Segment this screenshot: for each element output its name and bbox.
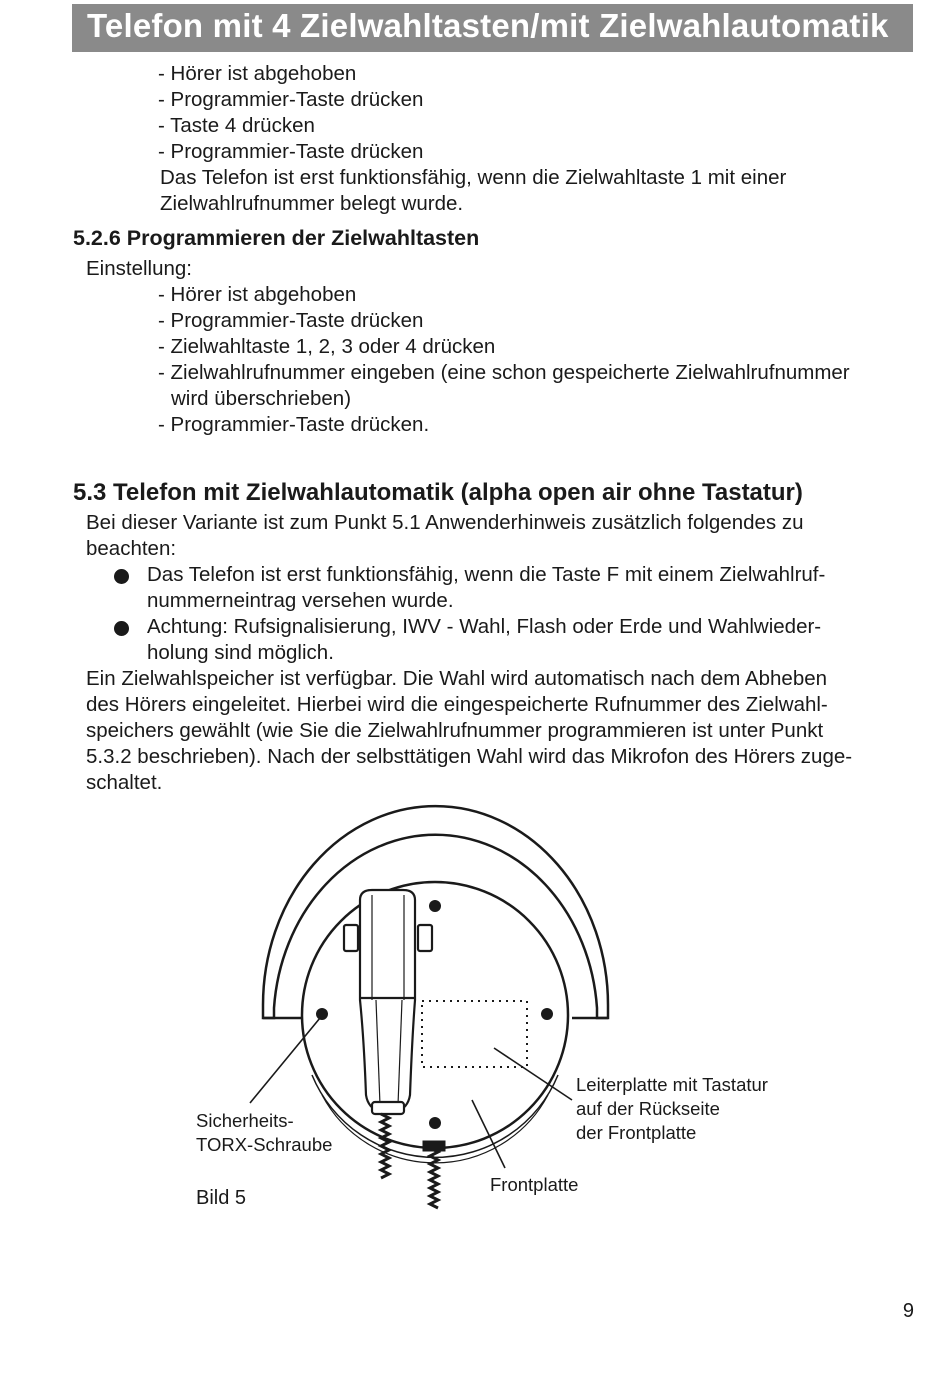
bullet-text: Achtung: Rufsignalisierung, IWV - Wahl, Flash oder Erde und Wahlwieder-: [147, 615, 822, 638]
page-number: 9: [902, 1300, 914, 1322]
bullet-text: holung sind möglich.: [147, 641, 334, 664]
step-item-continuation: wird überschrieben): [171, 387, 352, 410]
step-item: - Programmier-Taste drücken: [158, 309, 424, 332]
intro-step: - Programmier-Taste drücken: [158, 140, 424, 163]
section-heading-53: 5.3 Telefon mit Zielwahlautomatik (alpha open air ohne Tastatur): [73, 479, 803, 506]
page-title: Telefon mit 4 Zielwahltasten/mit Zielwahlautomatik: [87, 7, 889, 44]
section-intro-line: Bei dieser Variante ist zum Punkt 5.1 Anwenderhinweis zusätzlich folgendes zu: [86, 511, 804, 534]
step-item: - Zielwahlrufnummer eingeben (eine schon gespeicherte Zielwahlrufnummer: [158, 361, 850, 384]
figure-caption: Bild 5: [196, 1187, 247, 1209]
settings-label: Einstellung:: [86, 257, 192, 280]
screw-dot: [541, 1008, 553, 1020]
front-plate-circle: [302, 882, 568, 1148]
screw-dot: [429, 900, 441, 912]
bullet-text: Das Telefon ist erst funktionsfähig, wenn die Taste F mit einem Zielwahlruf-: [147, 563, 826, 586]
pcb-label-line: auf der Rückseite: [576, 1098, 720, 1119]
screw-dot: [316, 1008, 328, 1020]
screw-label-line: Sicherheits-: [196, 1110, 294, 1131]
intro-note-line: Zielwahlrufnummer belegt wurde.: [160, 192, 464, 215]
step-item: - Zielwahltaste 1, 2, 3 oder 4 drücken: [158, 335, 496, 358]
body-line: 5.3.2 beschrieben). Nach der selbsttätigen Wahl wird das Mikrofon des Hörers zuge-: [86, 745, 853, 768]
section-heading-526: 5.2.6 Programmieren der Zielwahltasten: [73, 226, 480, 250]
pcb-label-line: Leiterplatte mit Tastatur: [576, 1074, 768, 1095]
intro-note-line: Das Telefon ist erst funktionsfähig, wenn die Zielwahltaste 1 mit einer: [160, 166, 787, 189]
intro-step: - Taste 4 drücken: [158, 114, 315, 137]
hood-outline: [263, 806, 608, 1018]
section-intro-line: beachten:: [86, 537, 177, 560]
front-plate-label: Frontplatte: [490, 1174, 579, 1195]
intro-step: - Hörer ist abgehoben: [158, 62, 357, 85]
screw-label-line: TORX-Schraube: [196, 1134, 333, 1155]
body-line: speichers gewählt (wie Sie die Zielwahlrufnummer programmieren ist unter Punkt: [86, 719, 824, 742]
pcb-outline: [422, 1001, 527, 1067]
body-line: schaltet.: [86, 771, 163, 794]
front-leader-line: [472, 1100, 505, 1168]
bullet-text: nummerneintrag versehen wurde.: [147, 589, 454, 612]
screw-dot: [429, 1117, 441, 1129]
intro-step: - Programmier-Taste drücken: [158, 88, 424, 111]
handset-cord: [381, 1114, 389, 1178]
body-line: des Hörers eingeleitet. Hierbei wird die eingespeicherte Rufnummer des Zielwahl-: [86, 693, 828, 716]
handset-body: [360, 890, 415, 1112]
body-line: Ein Zielwahlspeicher ist verfügbar. Die Wahl wird automatisch nach dem Abheben: [86, 667, 828, 690]
step-item: - Hörer ist abgehoben: [158, 283, 357, 306]
pcb-label-line: der Frontplatte: [576, 1122, 697, 1143]
step-item: - Programmier-Taste drücken.: [158, 413, 430, 436]
